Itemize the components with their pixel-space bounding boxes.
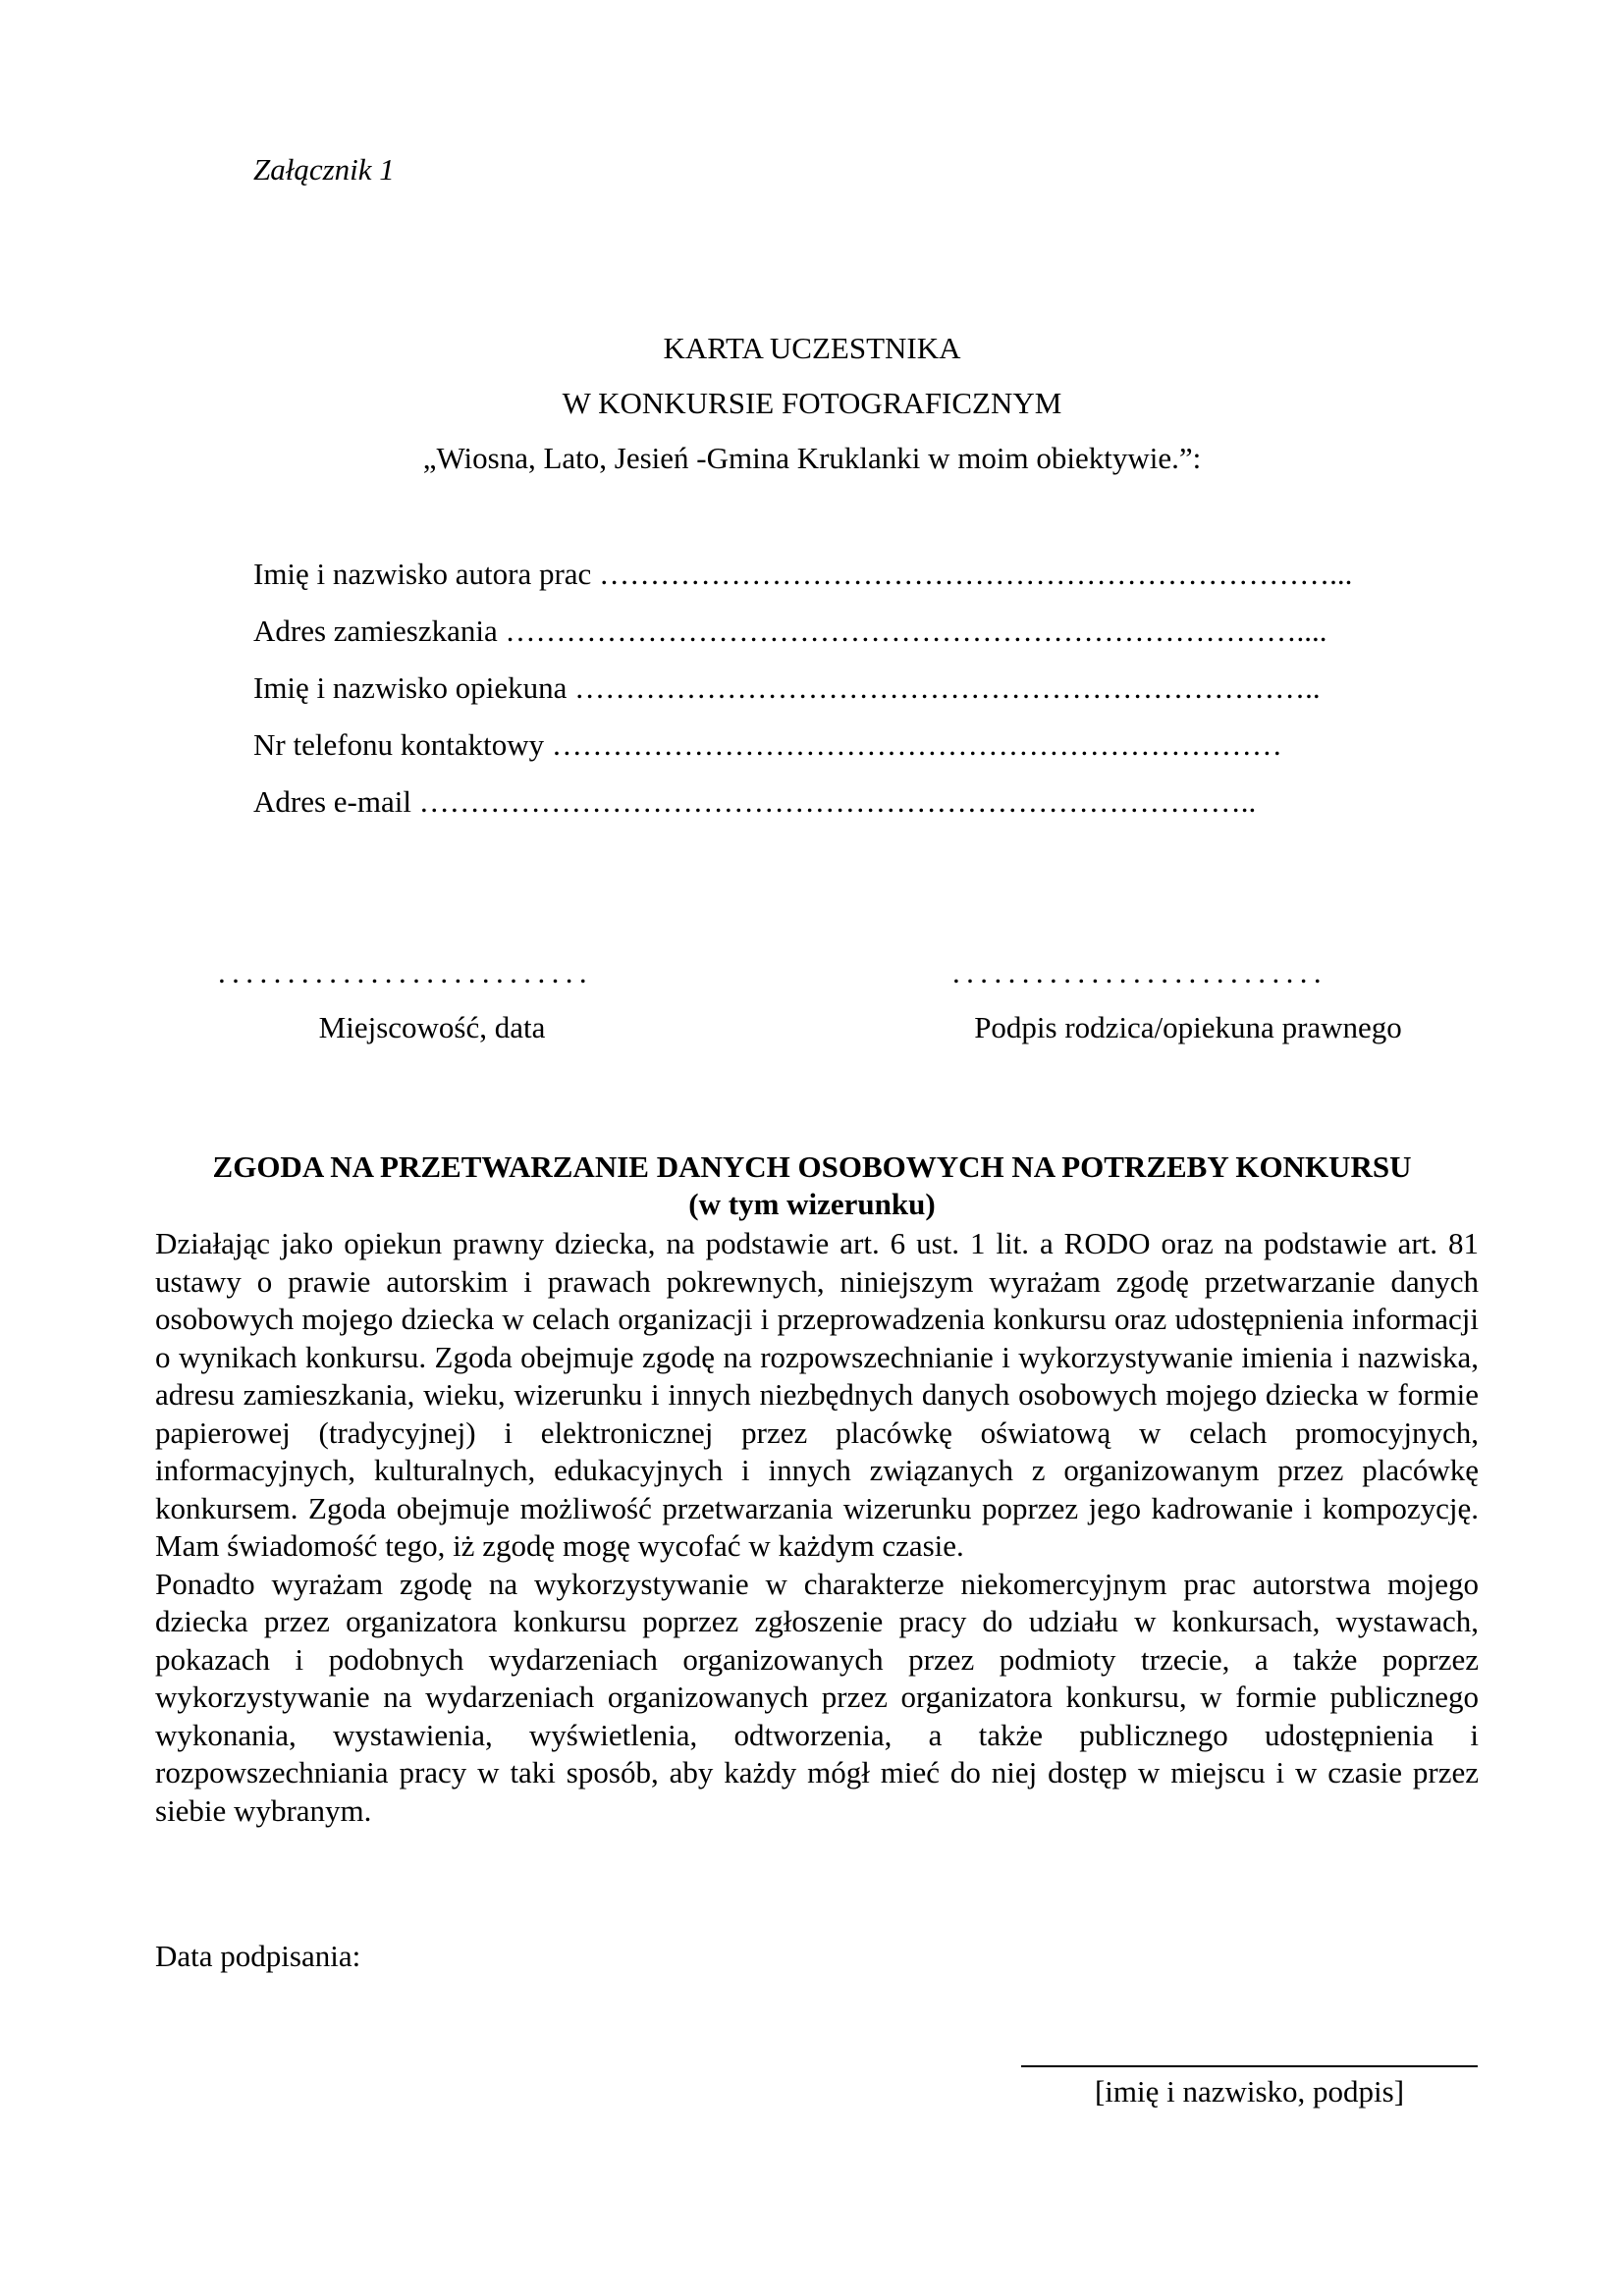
form-title: KARTA UCZESTNIKA xyxy=(663,331,961,365)
contest-name: „Wiosna, Lato, Jesień -Gmina Kruklanki w moim obiektywie.”: xyxy=(422,441,1202,475)
field-phone[interactable] xyxy=(253,726,1282,763)
field-fill-line[interactable]: ……………………………………………………………………….. xyxy=(418,784,1257,819)
field-email[interactable] xyxy=(253,783,1256,820)
field-label: Adres e-mail xyxy=(253,784,411,819)
field-address[interactable] xyxy=(253,613,1327,649)
place-date-line[interactable]: ........................... xyxy=(218,955,594,989)
field-fill-line[interactable]: ………………………………………………………………... xyxy=(599,557,1353,591)
field-label: Imię i nazwisko autora prac xyxy=(253,557,592,591)
field-fill-line[interactable]: ……………………………………………………………….. xyxy=(574,670,1321,705)
guardian-signature-line[interactable]: ........................... xyxy=(952,955,1328,989)
field-label: Nr telefonu kontaktowy xyxy=(253,727,545,762)
guardian-signature-label: Podpis rodzica/opiekuna prawnego xyxy=(974,1010,1402,1044)
consent-body xyxy=(155,1225,1479,1830)
field-label: Adres zamieszkania xyxy=(253,614,498,648)
consent-subtitle: (w tym wizerunku) xyxy=(688,1187,936,1221)
consent-title: ZGODA NA PRZETWARZANIE DANYCH OSOBOWYCH NA POTRZEBY KONKURSU xyxy=(212,1149,1412,1184)
annex-label: Załącznik 1 xyxy=(253,152,395,187)
signature-line[interactable] xyxy=(1021,2065,1478,2067)
consent-paragraph-data-processing: Działając jako opiekun prawny dziecka, na podstawie art. 6 ust. 1 lit. a RODO oraz na podstawie art. 81 ustawy o prawie autorskim i prawach pokrewnych, niniejszym wyrażam zgodę przetwarzanie danych osobowych mojego dziecka w celach organizacji i przeprowadzenia konkursu oraz udostępnienia informacji o wynikach konkursu. Zgoda obejmuje zgodę na rozpowszechnianie i wykorzystywanie imienia i nazwiska, adresu zamieszkania, wieku, wizerunku i innych niezbędnych danych osobowych mojego dziecka w formie papierowej (tradycyjnej) i elektronicznej przez placówkę oświatową w celach promocyjnych, informacyjnych, kulturalnych, edukacyjnych i innych związanych z organizowanym przez placówkę konkursem. Zgoda obejmuje możliwość przetwarzania wizerunku poprzez jego kadrowanie i kompozycję. Mam świadomość tego, iż zgodę mogę wycofać w każdym czasie. xyxy=(155,1226,1479,1563)
signature-caption: [imię i nazwisko, podpis] xyxy=(1094,2074,1405,2109)
form-subtitle: W KONKURSIE FOTOGRAFICZNYM xyxy=(562,386,1062,420)
field-fill-line[interactable]: ……………………………………………………………… xyxy=(551,727,1282,762)
place-date-label: Miejscowość, data xyxy=(318,1010,546,1044)
field-fill-line[interactable]: …………………………………………………………………….... xyxy=(505,614,1327,648)
consent-paragraph-works-usage: Ponadto wyrażam zgodę na wykorzystywanie w charakterze niekomercyjnym prac autorstwa mojego dziecka przez organizatora konkursu poprzez zgłoszenie pracy do udziału w konkursach, wystawach, pokazach i podobnych wydarzeniach organizowanych przez podmioty trzecie, a także poprzez wykorzystywanie na wydarzeniach organizowanych przez organizatora konkursu, w formie publicznego wykonania, wystawienia, wyświetlenia, odtworzenia, a także publicznego udostępnienia i rozpowszechniania pracy w taki sposób, aby każdy mógł mieć do niej dostęp w miejscu i w czasie przez siebie wybranym. xyxy=(155,1566,1479,1828)
field-guardian-name[interactable] xyxy=(253,669,1321,706)
field-label: Imię i nazwisko opiekuna xyxy=(253,670,568,705)
field-author-name[interactable] xyxy=(253,556,1352,592)
signing-date-label: Data podpisania: xyxy=(155,1939,361,1973)
